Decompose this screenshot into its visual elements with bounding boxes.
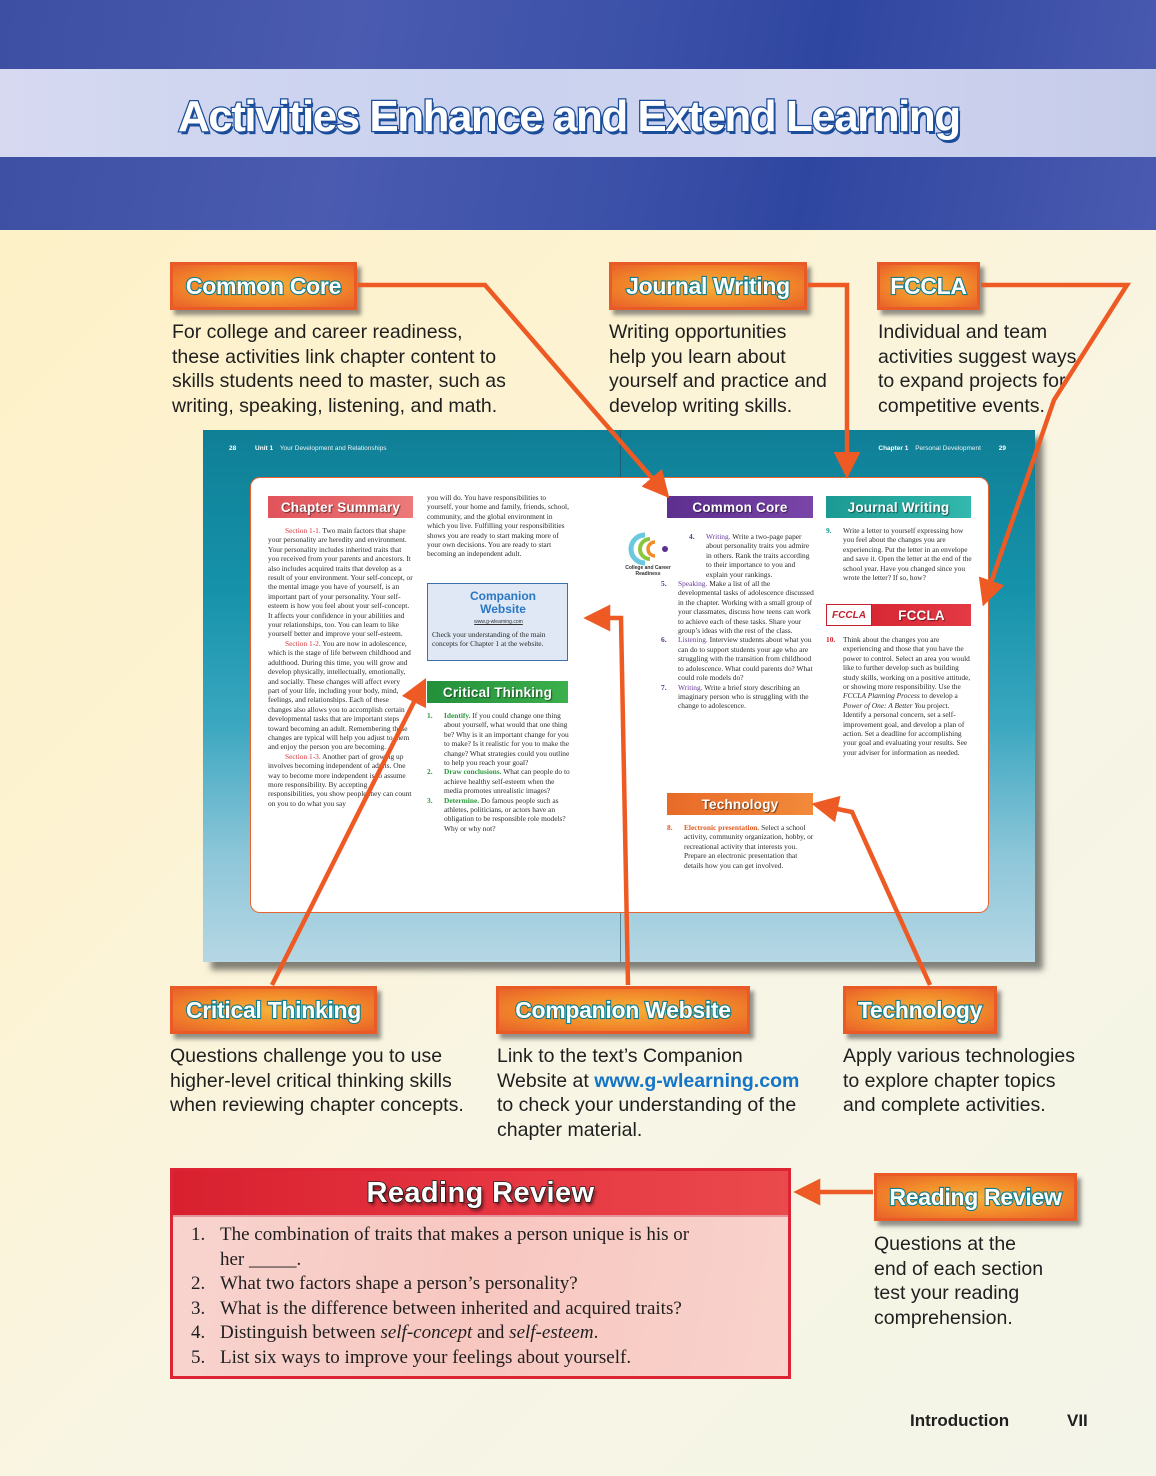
common-core-list: [661, 532, 815, 711]
callout-label-companion-website: [496, 986, 750, 1034]
question-term: self-esteem: [509, 1322, 594, 1343]
item-text: Interview students about what you can do to support students your age who are struggling with the transition from childhood to adolescence. What could parents do? What could role models do?: [678, 635, 813, 683]
chapter-label: Chapter 1: [878, 445, 909, 452]
callout-label-journal-writing: [609, 262, 807, 310]
desc-line: Individual and team: [878, 321, 1048, 343]
desc-line: [497, 1069, 827, 1094]
right-page-header: [878, 445, 1011, 452]
question-term: self-concept: [380, 1322, 473, 1343]
callout-label-technology: [843, 986, 997, 1034]
fccla-logo-icon: FCCLA: [826, 604, 872, 626]
list-item: [667, 823, 815, 870]
desc-line: competitive events.: [878, 394, 1045, 417]
critical-thinking-list: [427, 711, 572, 833]
item-text: Write a letter to yourself expressing how you feel about the changes you are experiencing. Put the letter in an envelope and save it. Open the letter at the end of the school year. Have you changed since you wrote the letter? If so, how?: [843, 526, 972, 583]
question-number: 3.: [191, 1297, 206, 1319]
chapter-title: Personal Development: [915, 445, 981, 452]
list-item: [661, 683, 815, 711]
desc-line: these activities link chapter content to: [172, 345, 497, 368]
callout-label-critical-thinking: [170, 986, 377, 1034]
reading-review-questions: [191, 1223, 781, 1370]
chapter-summary-heading: Chapter Summary: [268, 496, 413, 518]
left-page-header: [229, 445, 387, 452]
list-item: [661, 635, 815, 682]
desc-line: when reviewing chapter concepts.: [170, 1094, 464, 1116]
fccla-list: [826, 635, 974, 757]
desc-line: skills students need to master, such as: [172, 370, 506, 392]
list-item: [427, 767, 572, 795]
fccla-heading: FCCLA: [898, 607, 945, 623]
item-number: 8.: [667, 823, 673, 832]
footer-section-label: Introduction: [910, 1411, 1010, 1430]
item-number: 4.: [689, 532, 695, 541]
item-number: 10.: [826, 635, 836, 644]
item-number: 3.: [427, 795, 433, 805]
technology-heading: Technology: [667, 793, 813, 815]
heading-text: Reading Review: [366, 1176, 595, 1209]
callout-label-common-core: [170, 262, 357, 310]
section-ref: Section 1-1.: [285, 526, 321, 535]
unit-title: Your Development and Relationships: [279, 445, 387, 452]
question-item: [191, 1223, 781, 1272]
callout-label-text: Reading Review: [889, 1183, 1062, 1210]
callout-desc-common-core: [172, 320, 592, 418]
chapter-summary-continued: you will do. You have responsibilities to yourself, your home and family, friends, school, community, and the global environment in which you live. Fulfilling your responsibilities shows you are ready to start making more of your own decisions. You are ready to start becoming an independent adult.: [427, 493, 569, 559]
item-lead: Electronic presentation.: [684, 823, 760, 832]
question-text: .: [593, 1322, 599, 1343]
companion-url-link[interactable]: www.g-wlearning.com: [474, 619, 523, 625]
desc-line: activities suggest ways: [878, 345, 1077, 368]
fccla-heading-bar: [826, 604, 971, 626]
item-text: Write a brief story describing an imaginary person who is struggling with the change to adolescence.: [678, 682, 809, 711]
reading-review-box: [170, 1168, 791, 1379]
section-ref: Section 1-2.: [285, 638, 321, 648]
desc-line: end of each section: [874, 1257, 1044, 1280]
desc-line: test your reading: [874, 1282, 1020, 1304]
chapter-summary-text: [268, 526, 413, 808]
item-text: Select a school activity, community organization, hobby, or recreational activity that interests you. Prepare an electronic presentation that details how you can get involved.: [684, 823, 814, 870]
item-text-italic: FCCLA Planning Process: [843, 691, 920, 701]
item-number: 1.: [427, 711, 433, 720]
desc-line: and complete activities.: [843, 1094, 1046, 1116]
callout-label-fccla: [877, 262, 980, 310]
page-number: 28: [229, 445, 237, 452]
desc-line: comprehension.: [874, 1306, 1013, 1329]
item-lead: Listening.: [678, 635, 708, 645]
callout-desc-companion-website: [497, 1044, 827, 1142]
page-number: 29: [998, 445, 1006, 452]
callout-label-text: Companion Website: [515, 996, 731, 1023]
callout-desc-fccla: [878, 320, 1108, 418]
callout-label-text: Critical Thinking: [185, 996, 362, 1023]
right-page-panel: [621, 477, 989, 913]
companion-website-logo: [458, 590, 548, 616]
item-lead: Speaking.: [678, 579, 708, 589]
unit-label: Unit 1: [255, 445, 274, 452]
list-item: [826, 526, 974, 582]
question-text: her _____.: [220, 1248, 302, 1270]
desc-line: Questions at the: [874, 1233, 1017, 1255]
item-number: 5.: [661, 579, 667, 589]
desc-line: writing, speaking, listening, and math.: [172, 394, 498, 417]
item-lead: Writing.: [678, 682, 703, 692]
technology-list: [667, 823, 815, 870]
ccr-logo-text: College and Career Readiness: [625, 565, 671, 577]
item-text: Write a two-page paper about personality traits you admire in others. Rank the traits according to their importance to you and explain your rankings.: [706, 532, 810, 579]
desc-line: to expand projects for: [878, 370, 1066, 392]
list-item: [667, 532, 815, 579]
question-text: What is the difference between inherited and acquired traits?: [220, 1297, 682, 1319]
question-text: What two factors shape a person’s personality?: [220, 1273, 578, 1294]
desc-line: chapter material.: [497, 1118, 643, 1141]
callout-label-text: FCCLA: [890, 272, 967, 299]
callout-desc-journal-writing: [609, 320, 849, 418]
callout-label-reading-review: [874, 1173, 1077, 1221]
list-item: [427, 796, 572, 834]
companion-website-link[interactable]: www.g-wlearning.com: [594, 1069, 800, 1092]
ccr-arcs-icon: [625, 532, 671, 566]
common-core-heading: Common Core: [667, 496, 813, 518]
textbook-spread-image: [203, 430, 1035, 962]
callout-desc-reading-review: [874, 1232, 1104, 1330]
item-text: Do famous people such as athletes, politicians, or actors have an obligation to be responsible role models? Why or why not?: [444, 795, 566, 833]
desc-line: to check your understanding of the: [497, 1094, 797, 1116]
desc-line: Link to the text’s Companion: [497, 1045, 743, 1067]
item-number: 6.: [661, 635, 667, 645]
desc-line: Writing opportunities: [609, 321, 787, 343]
section-ref: Section 1-3.: [285, 751, 321, 761]
desc-line: higher-level critical thinking skills: [170, 1069, 452, 1092]
list-item: [427, 711, 572, 767]
companion-website-box: [427, 583, 568, 661]
desc-text: Website at: [497, 1069, 595, 1092]
page-title: Activities Enhance and Extend Learning: [178, 92, 960, 141]
journal-writing-list: [826, 526, 974, 582]
item-number: 9.: [826, 526, 832, 535]
item-lead: Determine.: [444, 795, 480, 805]
journal-writing-heading: Journal Writing: [826, 496, 971, 518]
desc-line: develop writing skills.: [609, 394, 793, 417]
critical-thinking-heading: Critical Thinking: [427, 681, 568, 703]
companion-text: Check your understanding of the main concepts for Chapter 1 at the website.: [432, 630, 546, 649]
callout-label-text: Common Core: [185, 272, 342, 299]
summary-text: You are now in adolescence, which is the stage of life between childhood and adulthood. During this time, you will grow and develop physically, intellectually, emotionally, and socially. These changes will affect every part of your life, including your body, mind, feelings, and relationships. Each of these changes also allows you to accomplish certain developmental tasks that are important steps toward becoming an adult. Remembering these changes are typical will help you adjust to them and enjoy the person you are becoming.: [268, 638, 411, 752]
summary-text: Another part of growing up involves becoming independent of adults. One way to become more independent is to assume more responsibility. By accepting responsibilities, you show people they can count on you to do what you say: [268, 751, 412, 808]
question-item: [191, 1272, 781, 1297]
item-text: to develop a: [919, 691, 958, 701]
item-text: project. Identify a personal concern, set a self-improvement goal, and develop a plan of action. Set a deadline for accomplishing your goal and evaluating your results. See your adviser for information as needed.: [843, 700, 968, 757]
desc-line: help you learn about: [609, 345, 786, 368]
question-number: 4.: [191, 1322, 206, 1343]
question-text: and: [472, 1322, 510, 1343]
item-lead: Draw conclusions.: [444, 767, 502, 777]
desc-line: to explore chapter topics: [843, 1069, 1056, 1092]
item-text: Make a list of all the developmental tasks of adolescence discussed in the chapter. Working with a small group of your classmates, discuss how teens can work to achieve each of these tasks. Share your group’s ideas with the rest of the class.: [678, 579, 814, 636]
desc-line: yourself and practice and: [609, 370, 827, 392]
list-item: [661, 579, 815, 635]
list-item: [826, 635, 974, 757]
item-text: If you could change one thing about yourself, what would that one thing be? Why is it an important change for you to make? Is it realistic for you to make the change? What strategies could you outline to help you reach your goal?: [444, 711, 570, 768]
question-text: List six ways to improve your feelings about yourself.: [220, 1346, 632, 1368]
item-text-italic: Power of One: A Better You: [843, 700, 926, 710]
left-page-panel: [250, 477, 621, 913]
item-number: 2.: [427, 767, 433, 777]
callout-label-text: Technology: [857, 996, 983, 1023]
item-number: 7.: [661, 682, 667, 692]
item-text: What can people do to achieve healthy self-esteem when the media promotes unrealistic images?: [444, 767, 570, 796]
question-item: [191, 1321, 781, 1346]
item-lead: Writing.: [706, 532, 731, 541]
logo-text: Website: [480, 602, 526, 616]
callout-desc-critical-thinking: [170, 1044, 490, 1118]
question-number: 2.: [191, 1273, 206, 1294]
callout-label-text: Journal Writing: [626, 272, 790, 299]
question-item: [191, 1346, 781, 1371]
item-text: Think about the changes you are experiencing and those that you have the power to control. Select an area you would like to further develop such as building study skills, working on a positive attitude, or showing more responsibility. Use the: [843, 635, 971, 692]
callout-desc-technology: [843, 1044, 1103, 1118]
question-item: [191, 1297, 781, 1322]
item-lead: Identify.: [444, 711, 471, 720]
reading-review-heading: [173, 1171, 788, 1217]
footer-page-number: VII: [1067, 1411, 1088, 1430]
desc-line: Apply various technologies: [843, 1045, 1075, 1067]
question-text: Distinguish between: [220, 1322, 381, 1343]
question-number: 5.: [191, 1346, 206, 1368]
question-text: The combination of traits that makes a person unique is his or: [220, 1224, 690, 1245]
desc-line: Questions challenge you to use: [170, 1045, 443, 1067]
summary-text: Two main factors that shape your personality are heredity and environment. Your personality includes inherited traits that you received from your parents and ancestors. It also includes acquired traits that develop as a result of your environment. Your self-concept, or the mental image you have of yourself, is an important part of your personality. Your self-esteem is how you feel about your self-concept. It affects your confidence in your abilities and your relationships, too. You can learn to like yourself better and improve your self-esteem.: [268, 526, 413, 639]
desc-line: For college and career readiness,: [172, 321, 463, 343]
logo-text: Companion: [470, 589, 536, 603]
question-number: 1.: [191, 1224, 206, 1245]
